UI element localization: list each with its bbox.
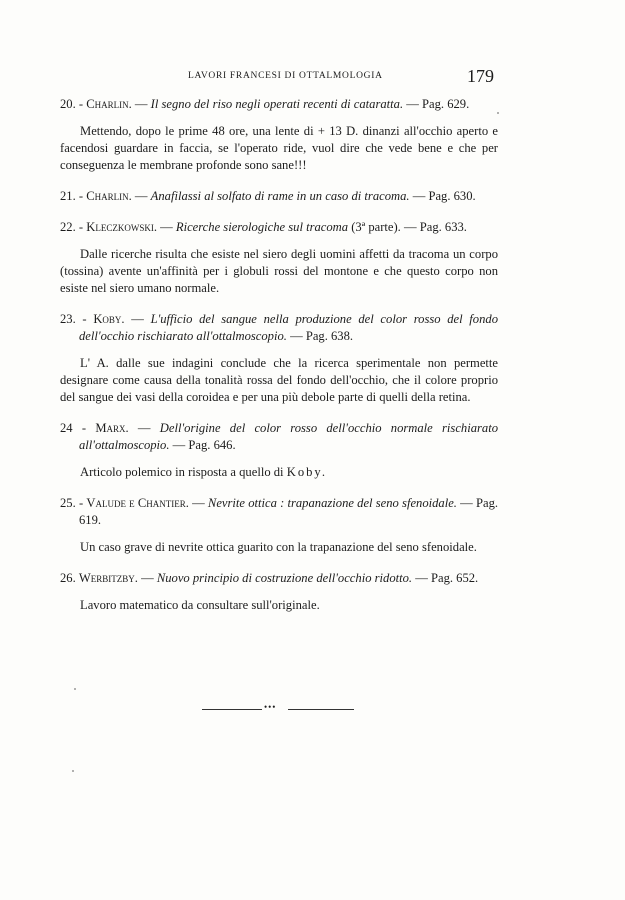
article-title: Dell'origine del color rosso dell'occhio normale rischiarato all'ottalmoscopio. <box>79 421 499 452</box>
article-title: Nevrite ottica : trapanazione del seno sfenoidale. <box>207 496 457 510</box>
citation <box>60 420 498 454</box>
article-title: Il segno del riso negli operati recenti di cataratta. <box>150 97 404 111</box>
page-reference: — Pag. 629. <box>403 97 470 111</box>
entry-number: 22. - <box>60 220 87 234</box>
separator: — <box>131 97 151 111</box>
separator: — <box>128 421 160 435</box>
page-reference: — Pag. 638. <box>286 329 354 343</box>
entry-number: 21. - <box>60 189 87 203</box>
summary: Un caso grave di nevrite ottica guarito con la trapanazione del seno sfenoidale. <box>80 540 477 554</box>
entry-21 <box>60 188 498 205</box>
author: Werbitzby. <box>78 571 138 585</box>
entry-number: 20. - <box>60 97 87 111</box>
page-header <box>0 66 625 90</box>
entry-25 <box>60 495 498 556</box>
paper-speck <box>72 770 74 772</box>
entry-24 <box>60 420 498 481</box>
paper-speck <box>74 688 76 690</box>
author: Marx. <box>95 421 129 435</box>
bibliography-list <box>60 96 498 628</box>
summary: Dalle ricerche risulta che esiste nel siero degli uomini affetti da tracoma un corpo (tossina) avente un'affinità per i globuli rossi del montone e che questo corpo non esiste nel siero umano normale. <box>60 247 498 295</box>
divider-line <box>202 709 262 710</box>
citation <box>60 570 498 587</box>
page-reference: — Pag. 630. <box>409 189 476 203</box>
divider-dots: ••• <box>264 702 277 712</box>
summary: Lavoro matematico da consultare sull'originale. <box>80 598 320 612</box>
citation <box>60 96 498 113</box>
article-title: L'ufficio del sangue nella produzione del color rosso del fondo dell'occhio rischiarato all'ottalmoscopio. <box>79 312 498 343</box>
article-title: Ricerche sierologiche sul tracoma <box>175 220 349 234</box>
separator: — <box>156 220 176 234</box>
entry-number: 25. - <box>60 496 87 510</box>
author: Charlin. <box>86 189 132 203</box>
article-title: Nuovo principio di costruzione dell'occhio ridotto. <box>156 571 413 585</box>
citation <box>60 219 498 236</box>
author: Charlin. <box>86 97 132 111</box>
author: Kleczkowski. <box>86 220 157 234</box>
summary-text: Articolo polemico in risposta a quello di <box>80 465 287 479</box>
running-title: LAVORI FRANCESI DI OTTALMOLOGIA <box>188 71 383 81</box>
page-reference: — Pag. 646. <box>169 438 236 452</box>
author: Koby. <box>93 312 125 326</box>
summary: Mettendo, dopo le prime 48 ore, una lente di + 13 D. dinanzi all'occhio aperto e facendosi guardare in faccia, se l'operato ride, vuol dire che vede bene e che per conseguenza le membrane profonde sono sane!!! <box>60 124 498 172</box>
paper-speck <box>497 112 499 114</box>
citation <box>60 188 498 205</box>
separator: — <box>124 312 151 326</box>
article-title: Anafilassi al solfato di rame in un caso di tracoma. <box>150 189 410 203</box>
entry-26 <box>60 570 498 614</box>
separator: — <box>188 496 208 510</box>
page-reference: — Pag. 652. <box>412 571 479 585</box>
entry-22 <box>60 219 498 297</box>
citation <box>60 495 498 529</box>
summary-author-reference: Koby. <box>286 465 328 479</box>
separator: — <box>131 189 151 203</box>
separator: — <box>137 571 157 585</box>
summary: L' A. dalle sue indagini conclude che la ricerca sperimentale non permette designare come causa della tonalità rossa del fondo dell'occhio, che il colore proprio del sangue dei vasi della coroidea e per una più debole parte di quelli della retina. <box>60 356 498 404</box>
entry-number: 26. <box>60 571 79 585</box>
entry-23 <box>60 311 498 406</box>
entry-number: 23. - <box>60 312 94 326</box>
entry-20 <box>60 96 498 174</box>
divider-line <box>288 709 354 710</box>
entry-number: 24 - <box>60 421 96 435</box>
summary <box>60 464 498 481</box>
citation <box>60 311 498 345</box>
author: Valude e Chantier. <box>86 496 189 510</box>
page-reference: — Pag. 619. <box>79 496 499 527</box>
page-number: 179 <box>467 66 494 86</box>
page-reference: (3ª parte). — Pag. 633. <box>348 220 467 234</box>
section-divider <box>202 702 354 712</box>
